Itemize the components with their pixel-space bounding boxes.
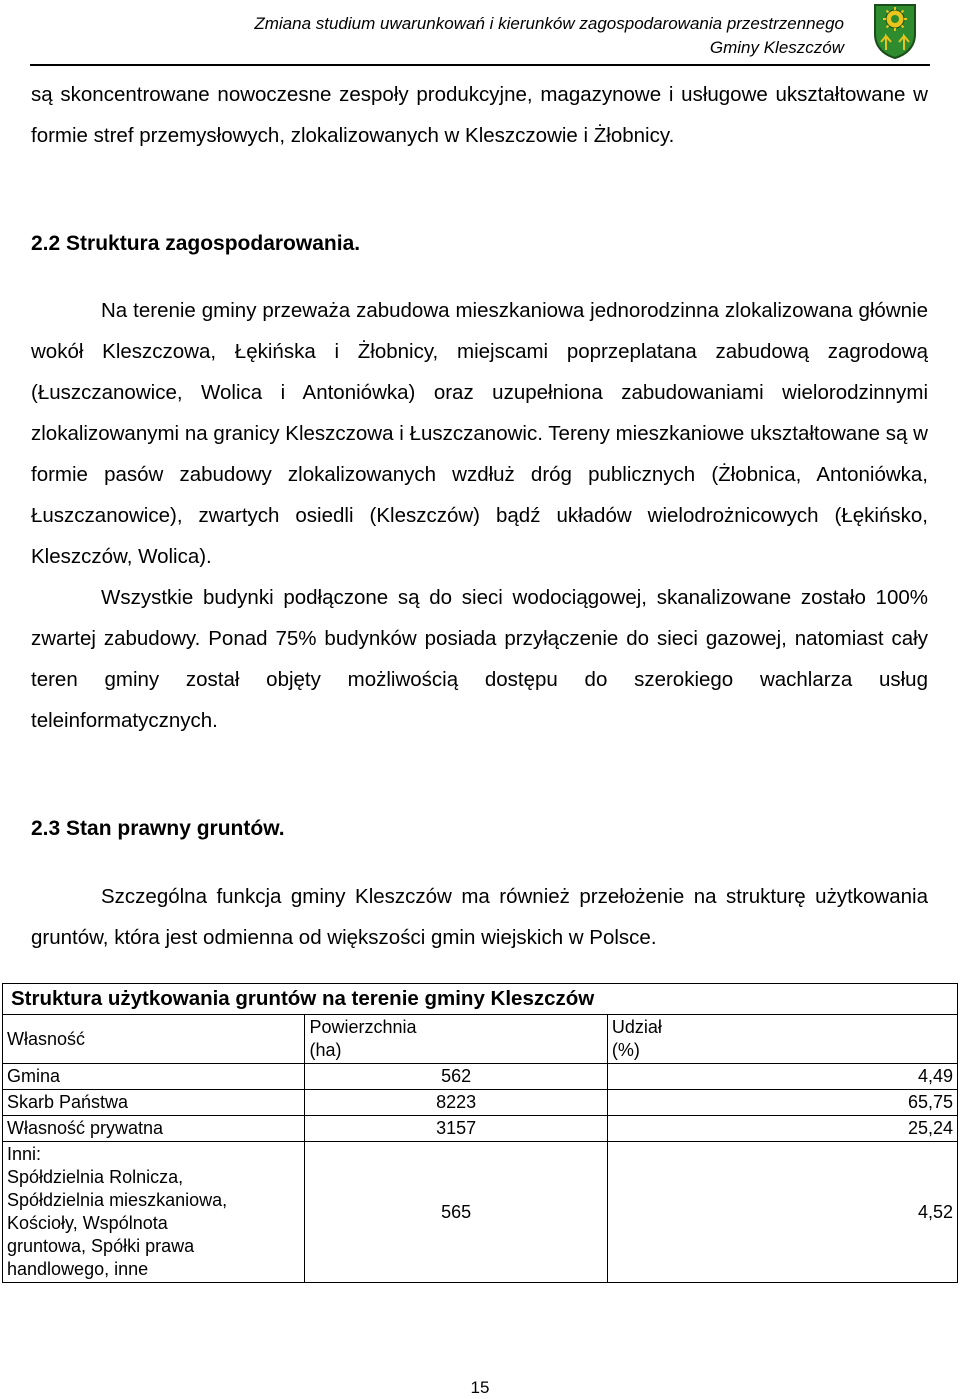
section-2-3-paragraph-1: Szczególna funkcja gminy Kleszczów ma również przełożenie na strukturę użytkowania gruntów, która jest odmienna od większości gmin wiejskich w Polsce. — [31, 885, 928, 949]
row-area: 3157 — [305, 1116, 607, 1142]
row-owner-other — [3, 1142, 305, 1283]
header-ownership: Własność — [3, 1015, 305, 1064]
header-area-label: Powierzchnia — [309, 1017, 417, 1037]
intro-paragraph: są skoncentrowane nowoczesne zespoły produkcyjne, magazynowe i usługowe ukształtowane w formie stref przemysłowych, zlokalizowanych w Kleszczowie i Żłobnicy. — [31, 83, 928, 147]
table-row-other — [3, 1142, 958, 1283]
header-share-label: Udział — [611, 1017, 662, 1037]
intro-block — [31, 74, 928, 156]
row-share: 25,24 — [607, 1116, 957, 1142]
row-share: 65,75 — [607, 1090, 957, 1116]
header-line-1: Zmiana studium uwarunkowań i kierunków zagospodarowania przestrzennego — [254, 14, 844, 33]
table-title: Struktura użytkowania gruntów na terenie gminy Kleszczów — [3, 984, 958, 1015]
row-owner: Własność prywatna — [3, 1116, 305, 1142]
row-share: 4,49 — [607, 1064, 957, 1090]
header-line-2: Gminy Kleszczów — [709, 38, 844, 57]
header-share — [607, 1015, 957, 1064]
row-area: 562 — [305, 1064, 607, 1090]
page-header — [0, 0, 960, 70]
header-title — [254, 12, 844, 60]
land-use-table — [2, 983, 958, 1283]
other-line: gruntowa, Spółki prawa — [7, 1236, 195, 1256]
table-row — [3, 1116, 958, 1142]
table-title-row — [3, 984, 958, 1015]
row-owner: Gmina — [3, 1064, 305, 1090]
header-area — [305, 1015, 607, 1064]
row-owner: Skarb Państwa — [3, 1090, 305, 1116]
section-2-3-body — [31, 876, 928, 958]
section-2-2-body — [31, 290, 928, 741]
table-row — [3, 1064, 958, 1090]
other-line: Spółdzielnia mieszkaniowa, — [7, 1190, 228, 1210]
table-row — [3, 1090, 958, 1116]
section-2-2-heading: 2.2 Struktura zagospodarowania. — [31, 232, 361, 255]
header-divider — [30, 64, 930, 66]
header-share-unit: (%) — [611, 1040, 640, 1060]
section-2-3 — [31, 814, 928, 844]
other-line: handlowego, inne — [7, 1259, 149, 1279]
row-area: 8223 — [305, 1090, 607, 1116]
table-header-row — [3, 1015, 958, 1064]
section-2-3-heading: 2.3 Stan prawny gruntów. — [31, 817, 285, 840]
gmina-crest-logo — [872, 2, 918, 60]
page-number: 15 — [470, 1378, 490, 1397]
row-share: 4,52 — [607, 1142, 957, 1283]
section-2-2-paragraph-1: Na terenie gminy przeważa zabudowa mieszkaniowa jednorodzinna zlokalizowana głównie wokół Kleszczowa, Łękińska i Żłobnicy, miejscami poprzeplatana zabudową zagrodową (Łuszczanowice, Wolica i Antoniówka) oraz uzupełniona zabudowaniami wielorodzinnymi zlokalizowanymi na granicy Kleszczowa i Łuszczanowic. Tereny mieszkaniowe ukształtowane są w formie pasów zabudowy zlokalizowanych wzdłuż dróg publicznych (Żłobnica, Antoniówka, Łuszczanowice), zwartych osiedli (Kleszczów) bądź układów wielodrożnicowych (Łękińsko, Kleszczów, Wolica). — [31, 299, 928, 568]
other-line: Kościoły, Wspólnota — [7, 1213, 168, 1233]
header-area-unit: (ha) — [309, 1040, 342, 1060]
row-area: 565 — [305, 1142, 607, 1283]
other-line: Spółdzielnia Rolnicza, — [7, 1167, 184, 1187]
other-line: Inni: — [7, 1144, 42, 1164]
section-2-2-paragraph-2: Wszystkie budynki podłączone są do sieci wodociągowej, skanalizowane zostało 100% zwartej zabudowy. Ponad 75% budynków posiada przyłączenie do sieci gazowej, natomiast cały teren gminy został objęty możliwością dostępu do szerokiego wachlarza usług teleinformatycznych. — [31, 586, 928, 732]
section-2-2 — [31, 229, 928, 259]
